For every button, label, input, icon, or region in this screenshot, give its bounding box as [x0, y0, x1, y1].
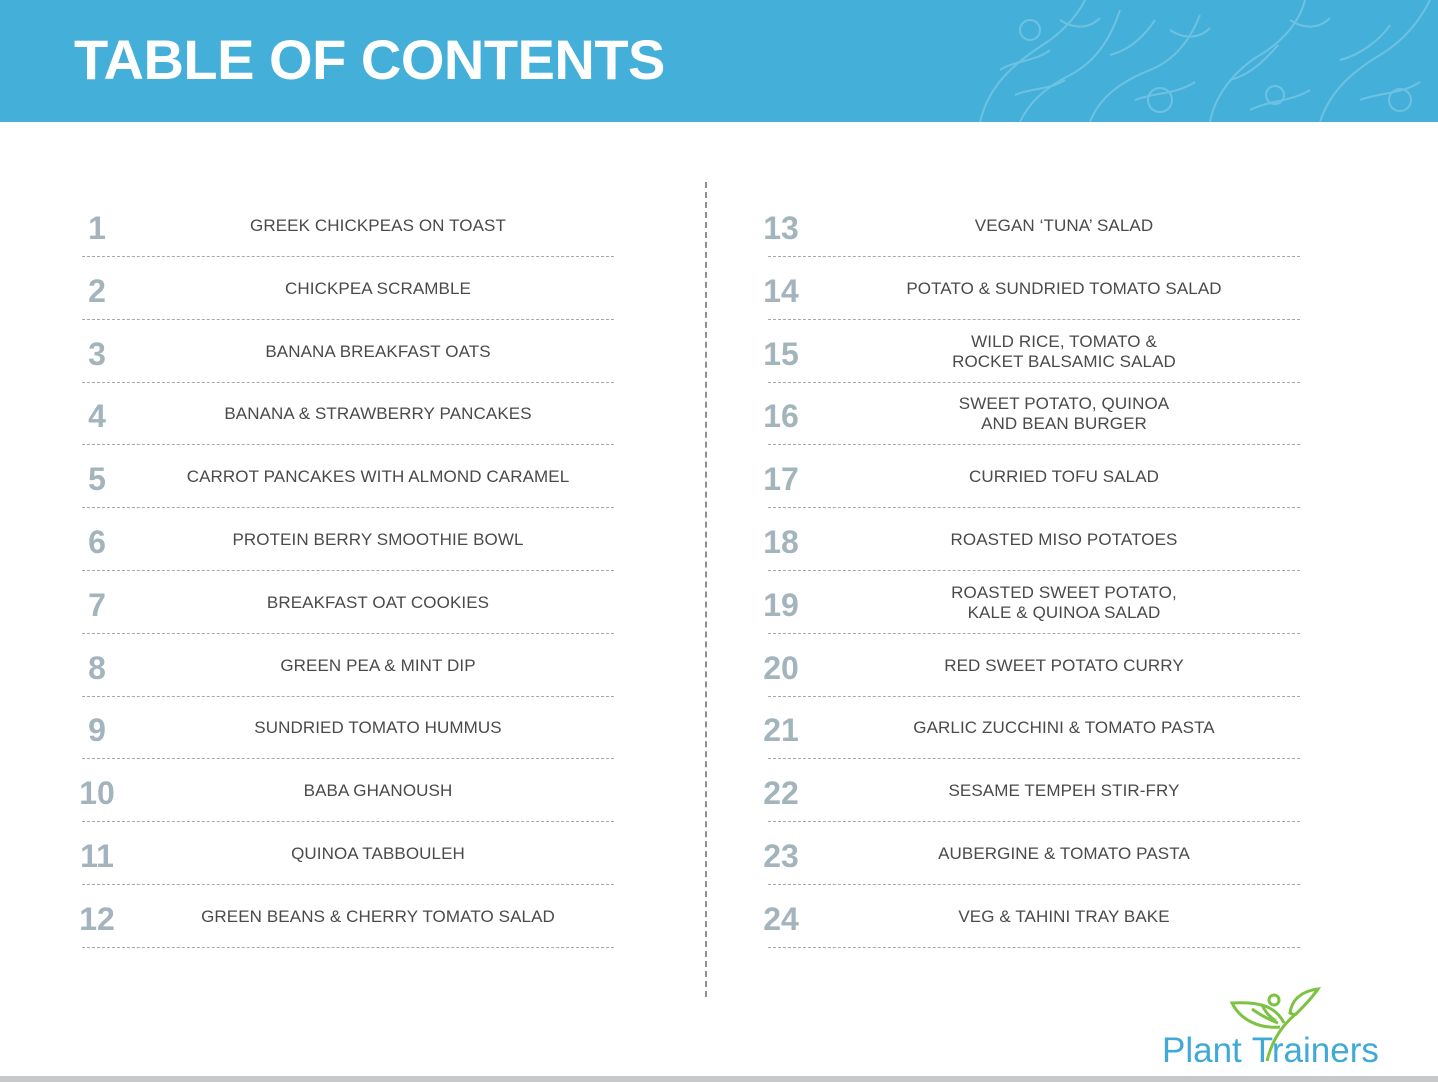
toc-entry-number: 16	[763, 398, 799, 435]
toc-entry-19[interactable]	[763, 573, 1300, 634]
toc-entry-20[interactable]	[763, 636, 1300, 697]
toc-entry-number: 3	[88, 335, 106, 372]
toc-entry-number: 24	[763, 900, 799, 937]
toc-left-column	[72, 196, 614, 950]
toc-entry-6[interactable]	[82, 510, 614, 571]
toc-entry-10[interactable]	[79, 761, 614, 822]
toc-entry-title: BANANA BREAKFAST OATS	[265, 341, 491, 361]
toc-entry-14[interactable]	[763, 259, 1300, 320]
toc-entry-24[interactable]	[763, 887, 1300, 948]
toc-entry-8[interactable]	[82, 636, 614, 697]
brand-word-trainers: Trainers	[1251, 1031, 1379, 1070]
toc-entry-number: 8	[88, 649, 106, 686]
toc-entry-title: AUBERGINE & TOMATO PASTA	[938, 843, 1190, 863]
toc-entry-title: ROASTED SWEET POTATO, KALE & QUINOA SALAD	[951, 582, 1177, 622]
toc-entry-title: VEGAN ‘TUNA’ SALAD	[974, 216, 1154, 235]
toc-entry-number: 1	[88, 210, 106, 246]
toc-entry-number: 17	[763, 461, 799, 498]
toc-entry-15[interactable]	[763, 322, 1300, 383]
toc-entry-number: 20	[763, 649, 799, 686]
toc-entry-number: 14	[763, 272, 799, 309]
toc-entry-4[interactable]	[82, 384, 614, 445]
toc-entry-11[interactable]	[82, 824, 614, 885]
toc-entry-7[interactable]	[82, 573, 614, 634]
toc-entry-number: 2	[88, 272, 106, 309]
toc-entry-number: 5	[88, 461, 106, 498]
toc-entry-number: 7	[88, 586, 106, 623]
toc-entry-16[interactable]	[763, 384, 1300, 445]
toc-entry-number: 13	[763, 210, 799, 246]
leaf-pattern-icon	[960, 0, 1438, 122]
toc-entry-title: QUINOA TABBOULEH	[291, 843, 465, 863]
header-banner	[0, 0, 1438, 122]
toc-entry-number: 19	[763, 586, 799, 623]
toc-entry-number: 6	[88, 523, 106, 560]
toc-entry-number: 15	[763, 335, 799, 372]
toc-entry-title: ROASTED MISO POTATOES	[950, 529, 1178, 549]
toc-entry-title: PROTEIN BERRY SMOOTHIE BOWL	[232, 529, 524, 549]
toc-entry-title: CARROT PANCAKES WITH ALMOND CARAMEL	[186, 467, 570, 487]
toc-entry-title: POTATO & SUNDRIED TOMATO SALAD	[906, 278, 1222, 298]
toc-entry-title: CHICKPEA SCRAMBLE	[285, 278, 471, 298]
toc-entry-number: 22	[763, 775, 799, 812]
toc-entry-2[interactable]	[82, 259, 614, 320]
toc-entry-title: GREEN PEA & MINT DIP	[280, 655, 476, 675]
column-divider	[705, 182, 707, 997]
toc-entry-title: BANANA & STRAWBERRY PANCAKES	[224, 404, 532, 424]
toc-entry-22[interactable]	[763, 761, 1300, 822]
toc-entry-title: GARLIC ZUCCHINI & TOMATO PASTA	[913, 718, 1215, 738]
brand-word-plant: Plant	[1162, 1031, 1242, 1070]
toc-entry-title: GREEK CHICKPEAS ON TOAST	[250, 216, 506, 235]
toc-entry-title: VEG & TAHINI TRAY BAKE	[958, 906, 1170, 926]
page-title: TABLE OF CONTENTS	[74, 28, 665, 91]
toc-entry-number: 10	[79, 775, 115, 812]
toc-entry-9[interactable]	[82, 698, 614, 759]
toc-entry-23[interactable]	[763, 824, 1300, 885]
toc-entry-number: 23	[763, 837, 799, 874]
toc-entry-3[interactable]	[82, 322, 614, 383]
toc-entry-21[interactable]	[763, 698, 1300, 759]
toc-entry-number: 18	[763, 523, 799, 560]
toc-entry-title: BABA GHANOUSH	[303, 781, 453, 801]
toc-entry-18[interactable]	[763, 510, 1300, 571]
toc-entry-title: RED SWEET POTATO CURRY	[944, 655, 1184, 675]
toc-entry-number: 9	[88, 712, 106, 749]
toc-entry-number: 4	[88, 398, 106, 435]
toc-entry-number: 11	[80, 837, 114, 874]
toc-entry-title: WILD RICE, TOMATO & ROCKET BALSAMIC SALAD	[952, 331, 1176, 371]
footer-bar	[0, 1076, 1438, 1082]
toc-entry-12[interactable]	[79, 887, 614, 948]
toc-entry-title: CURRIED TOFU SALAD	[968, 467, 1160, 487]
toc-entry-17[interactable]	[763, 447, 1300, 508]
toc-right-column	[758, 196, 1300, 950]
toc-entry-title: SUNDRIED TOMATO HUMMUS	[254, 718, 502, 738]
toc-entry-title: SESAME TEMPEH STIR-FRY	[948, 781, 1180, 801]
toc-entry-number: 12	[79, 900, 115, 937]
toc-entry-title: GREEN BEANS & CHERRY TOMATO SALAD	[201, 906, 555, 926]
toc-entry-title: BREAKFAST OAT COOKIES	[266, 592, 490, 612]
brand-wordmark	[1162, 1031, 1379, 1071]
plant-trainers-logo	[1160, 985, 1430, 1075]
toc-entry-title: SWEET POTATO, QUINOA AND BEAN BURGER	[958, 394, 1170, 434]
toc-entry-5[interactable]	[82, 447, 614, 508]
toc-entry-1[interactable]	[82, 196, 614, 257]
toc-entry-number: 21	[763, 712, 799, 749]
toc-entry-13[interactable]	[763, 196, 1300, 257]
